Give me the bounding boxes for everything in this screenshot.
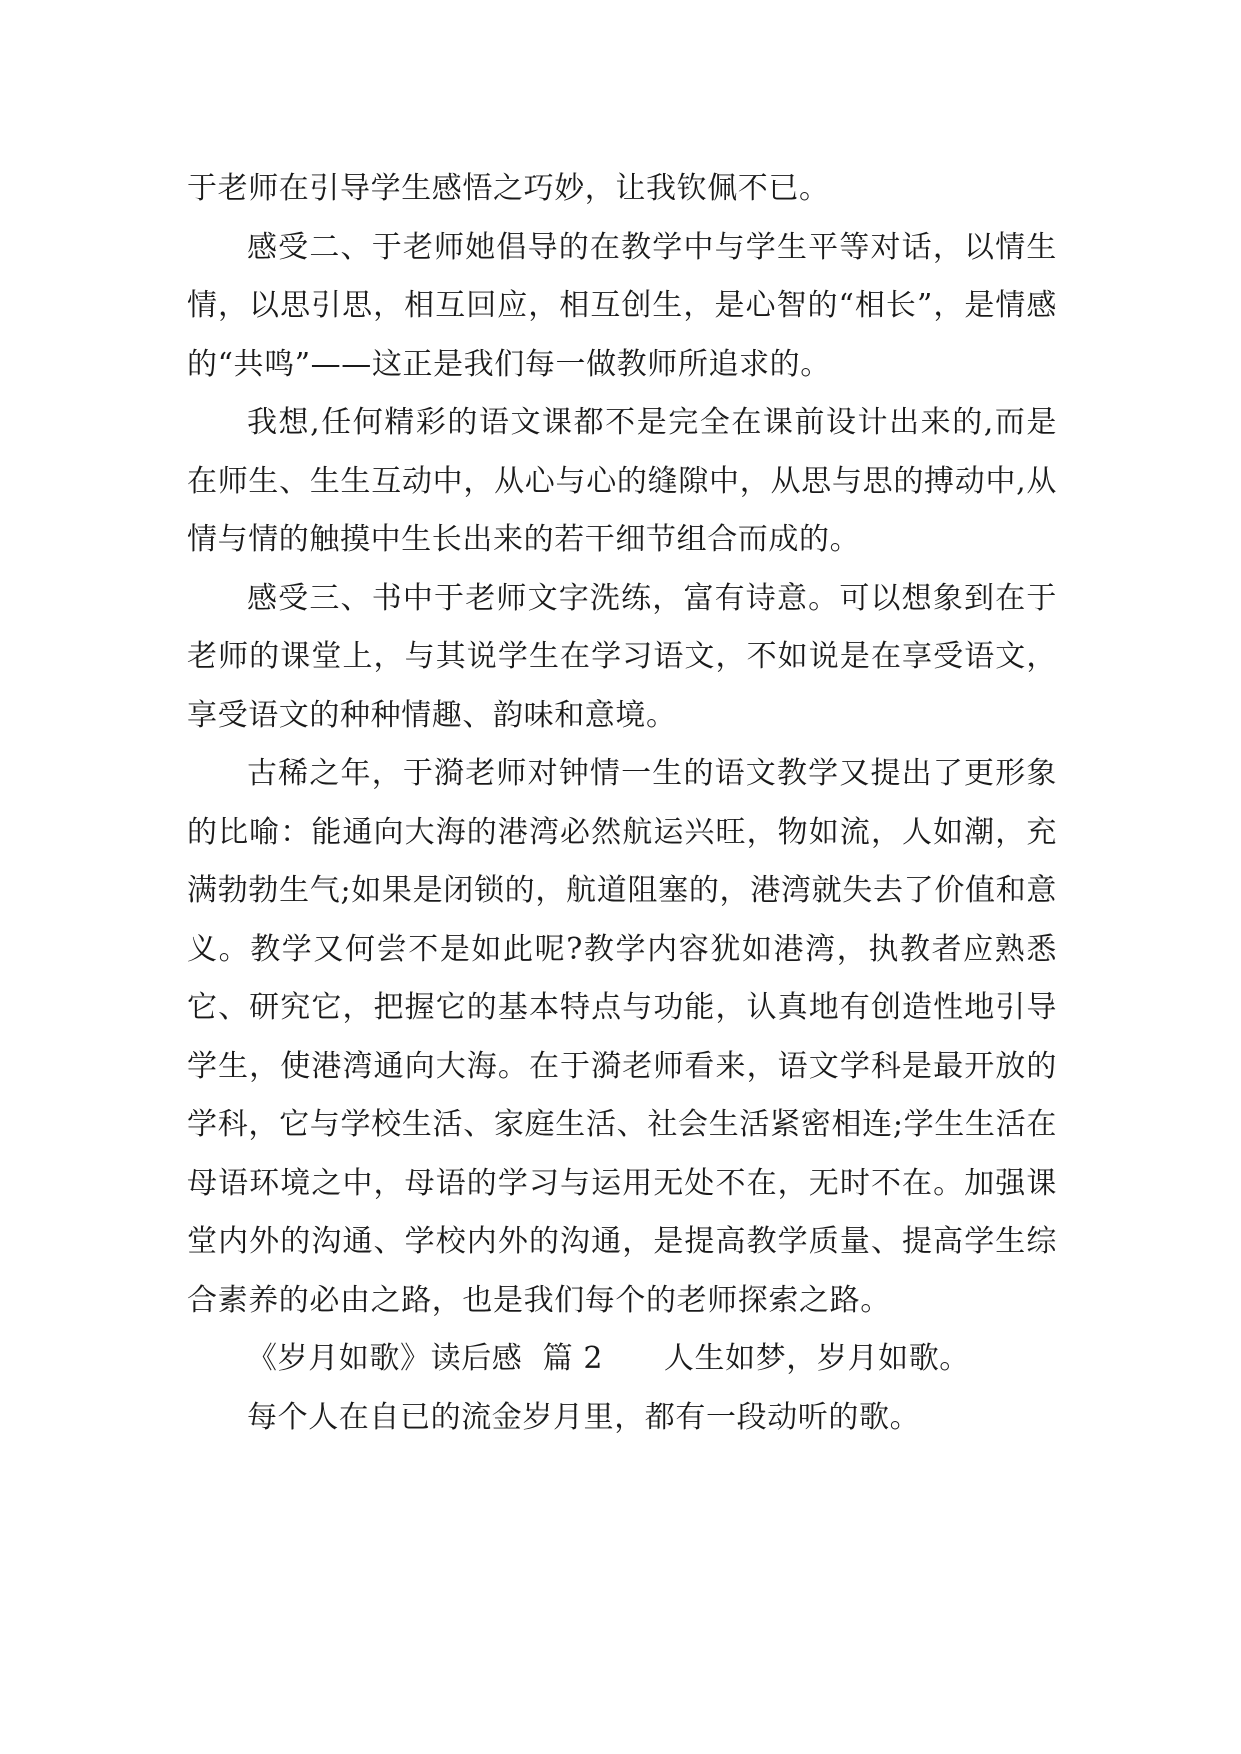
paragraph-golden-years: 每个人在自已的流金岁月里，都有一段动听的歌。 — [247, 1399, 921, 1435]
paragraph-continued: 于老师在引导学生感悟之巧妙，让我钦佩不已。 — [187, 171, 830, 206]
paragraph-feeling-three: 感受三、书中于老师文字洗练，富有诗意。可以想象到在于老师的课堂上，与其说学生在学习语文，不如说是在享受语文，享受语文的种种情趣、韵味和意境。 — [187, 580, 1057, 733]
paragraph-feeling-two: 感受二、于老师她倡导的在教学中与学生平等对话，以情生情，以思引思，相互回应，相互创生，是心智的“相长”，是情感的“共鸣”——这正是我们每一做教师所追求的。 — [187, 229, 1057, 382]
section-heading-piece-2: 《岁月如歌》读后感 篇 2 人生如梦，岁月如歌。 — [247, 1341, 970, 1376]
paragraph-my-thought: 我想,任何精彩的语文课都不是完全在课前设计出来的,而是在师生、生生互动中，从心与心的缝隙中，从思与思的搏动中,从情与情的触摸中生长出来的若干细节组合而成的。 — [187, 405, 1057, 557]
document-body — [187, 160, 1057, 1447]
paragraph-harbor-metaphor: 古稀之年，于漪老师对钟情一生的语文教学又提出了更形象的比喻：能通向大海的港湾必然航运兴旺，物如流，人如潮，充满勃勃生气;如果是闭锁的，航道阻塞的，港湾就失去了价值和意义。教学又何尝不是如此呢?教学内容犹如港湾，执教者应熟悉它、研究它，把握它的基本特点与功能，认真地有创造性地引导学生，使港湾通向大海。在于漪老师看来，语文学科是最开放的学科，它与学校生活、家庭生活、社会生活紧密相连;学生生活在母语环境之中，母语的学习与运用无处不在，无时不在。加强课堂内外的沟通、学校内外的沟通，是提高教学质量、提高学生综合素养的必由之路，也是我们每个的老师探索之路。 — [187, 756, 1057, 1318]
